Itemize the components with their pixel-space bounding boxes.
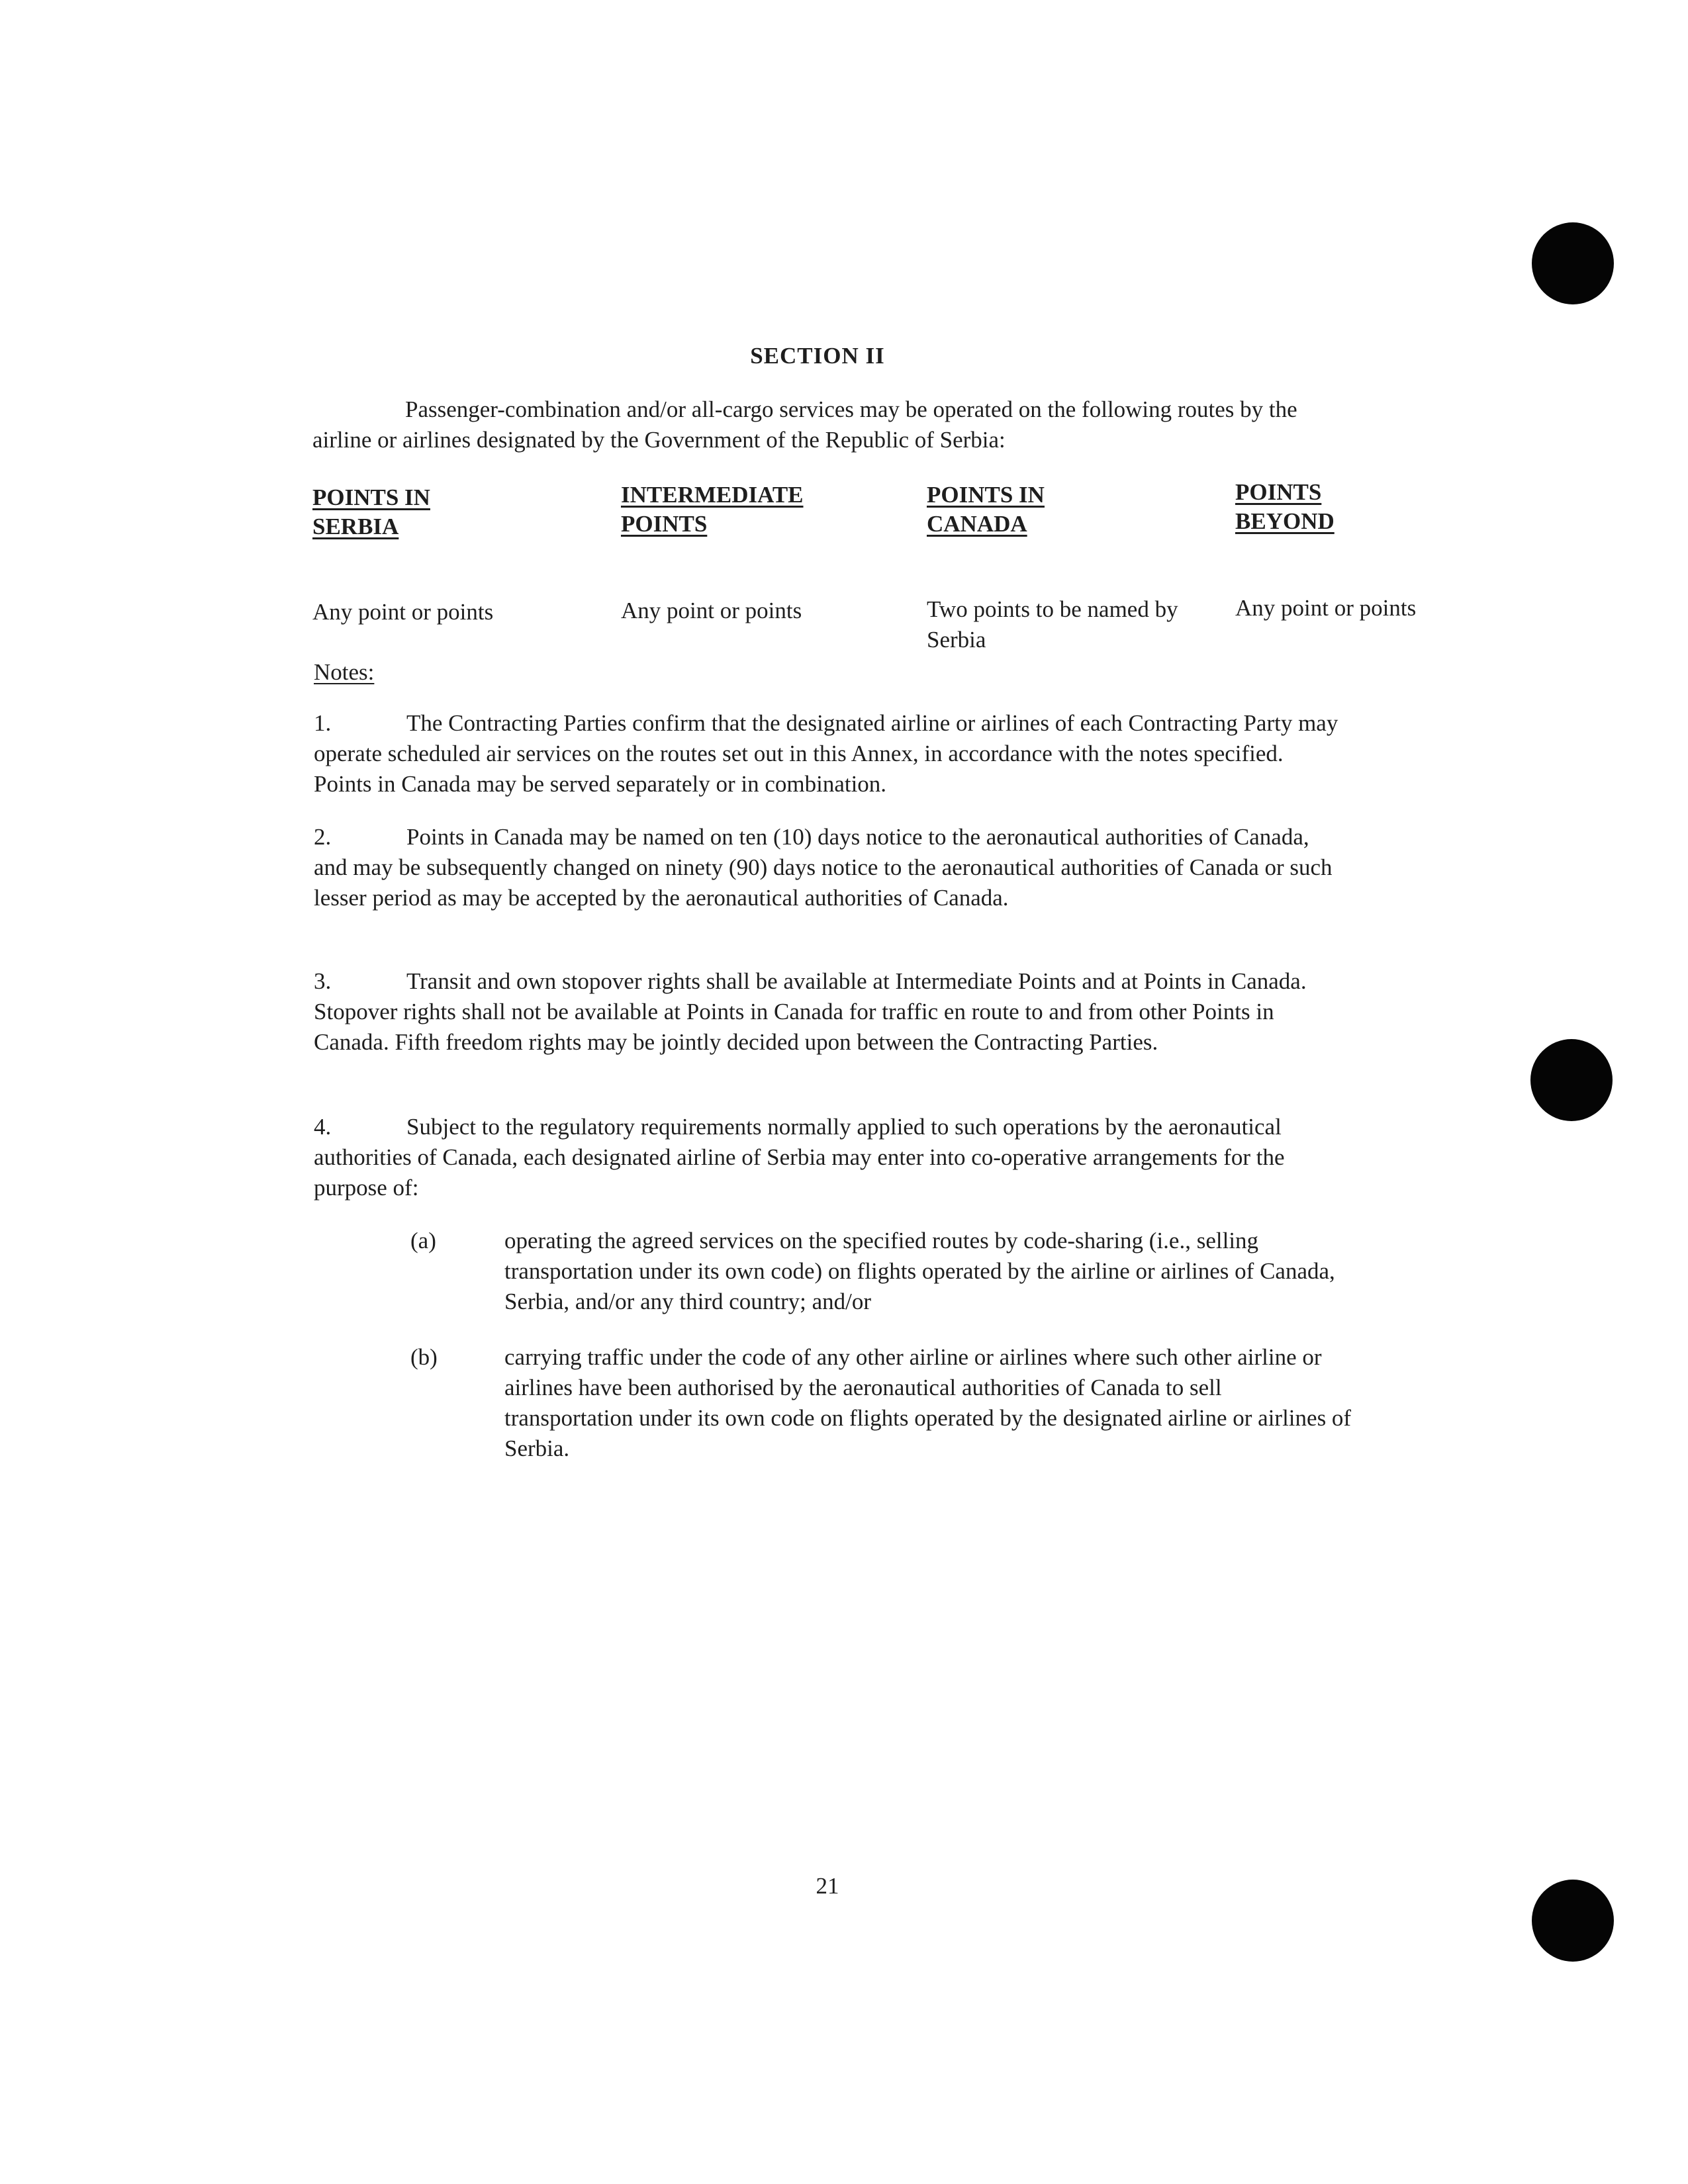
header-line: BEYOND [1235,508,1335,534]
subitem-text: carrying traffic under the code of any other airline or airlines where such other airline or airlines have been authorised by the aeronautical authorities of Canada to sell transportation under its own code on flights operated by the designated airline or airlines of Serbia. [504,1344,1352,1461]
note-text: The Contracting Parties confirm that the designated airline or airlines of each Contracting Party may operate scheduled air services on the routes set out in this Annex, in accordance with the notes specified. Points in Canada may be served separately or in combination. [314,710,1338,797]
note-text: Points in Canada may be named on ten (10) days notice to the aeronautical authorities of Canada, and may be subsequently changed on ninety (90) days notice to the aeronautical authorities of Canada or such lesser period as may be accepted by the aeronautical authorities of Canada. [314,824,1333,911]
header-line: SERBIA [312,514,399,539]
note-paragraph [314,822,1346,913]
section-heading: SECTION II [750,343,885,369]
header-line: INTERMEDIATE [621,482,804,508]
note-text: Transit and own stopover rights shall be available at Intermediate Points and at Points in Canada. Stopover rights shall not be available at Points in Canada for traffic en route to and from other Points in Canada. Fifth freedom rights may be jointly decided upon between the Contracting Parties. [314,968,1307,1055]
note-number: 2. [314,824,332,850]
note-paragraph [314,966,1346,1058]
subitem-text: operating the agreed services on the specified routes by code-sharing (i.e., selling transportation under its own code) on flights operated by the airline or airlines of Canada, Serbia, and/or any third country; and/or [504,1228,1335,1314]
page-number: 21 [816,1873,839,1899]
route-column-header [927,480,1205,539]
note-number: 1. [314,710,332,736]
header-line: POINTS IN [312,484,430,510]
route-column-header [312,483,590,541]
note-number: 3. [314,968,332,994]
punch-hole [1530,1039,1613,1121]
route-cell: Any point or points [312,599,494,625]
note-paragraph [314,1112,1346,1203]
note-number: 4. [314,1114,332,1140]
intro-paragraph: Passenger-combination and/or all-cargo services may be operated on the following routes by the airline or airlines designated by the Government of the Republic of Serbia: [312,396,1297,453]
route-cell: Any point or points [621,598,802,623]
header-line: CANADA [927,511,1027,537]
route-cell: Any point or points [1235,595,1417,621]
header-line: POINTS [621,511,708,537]
subitem-label: (a) [410,1228,436,1253]
route-column-header [1235,478,1513,536]
route-cell: Two points to be named by Serbia [927,596,1178,653]
subitem-label: (b) [410,1344,438,1370]
note-text: Subject to the regulatory requirements normally applied to such operations by the aeronautical authorities of Canada, each designated airline of Serbia may enter into co-operative arrangements for the purpose of: [314,1114,1285,1201]
punch-hole [1532,222,1614,304]
route-column-header [621,480,899,539]
header-line: POINTS IN [927,482,1045,508]
notes-label: Notes: [314,659,375,685]
note-paragraph [314,708,1346,799]
header-line: POINTS [1235,479,1322,505]
